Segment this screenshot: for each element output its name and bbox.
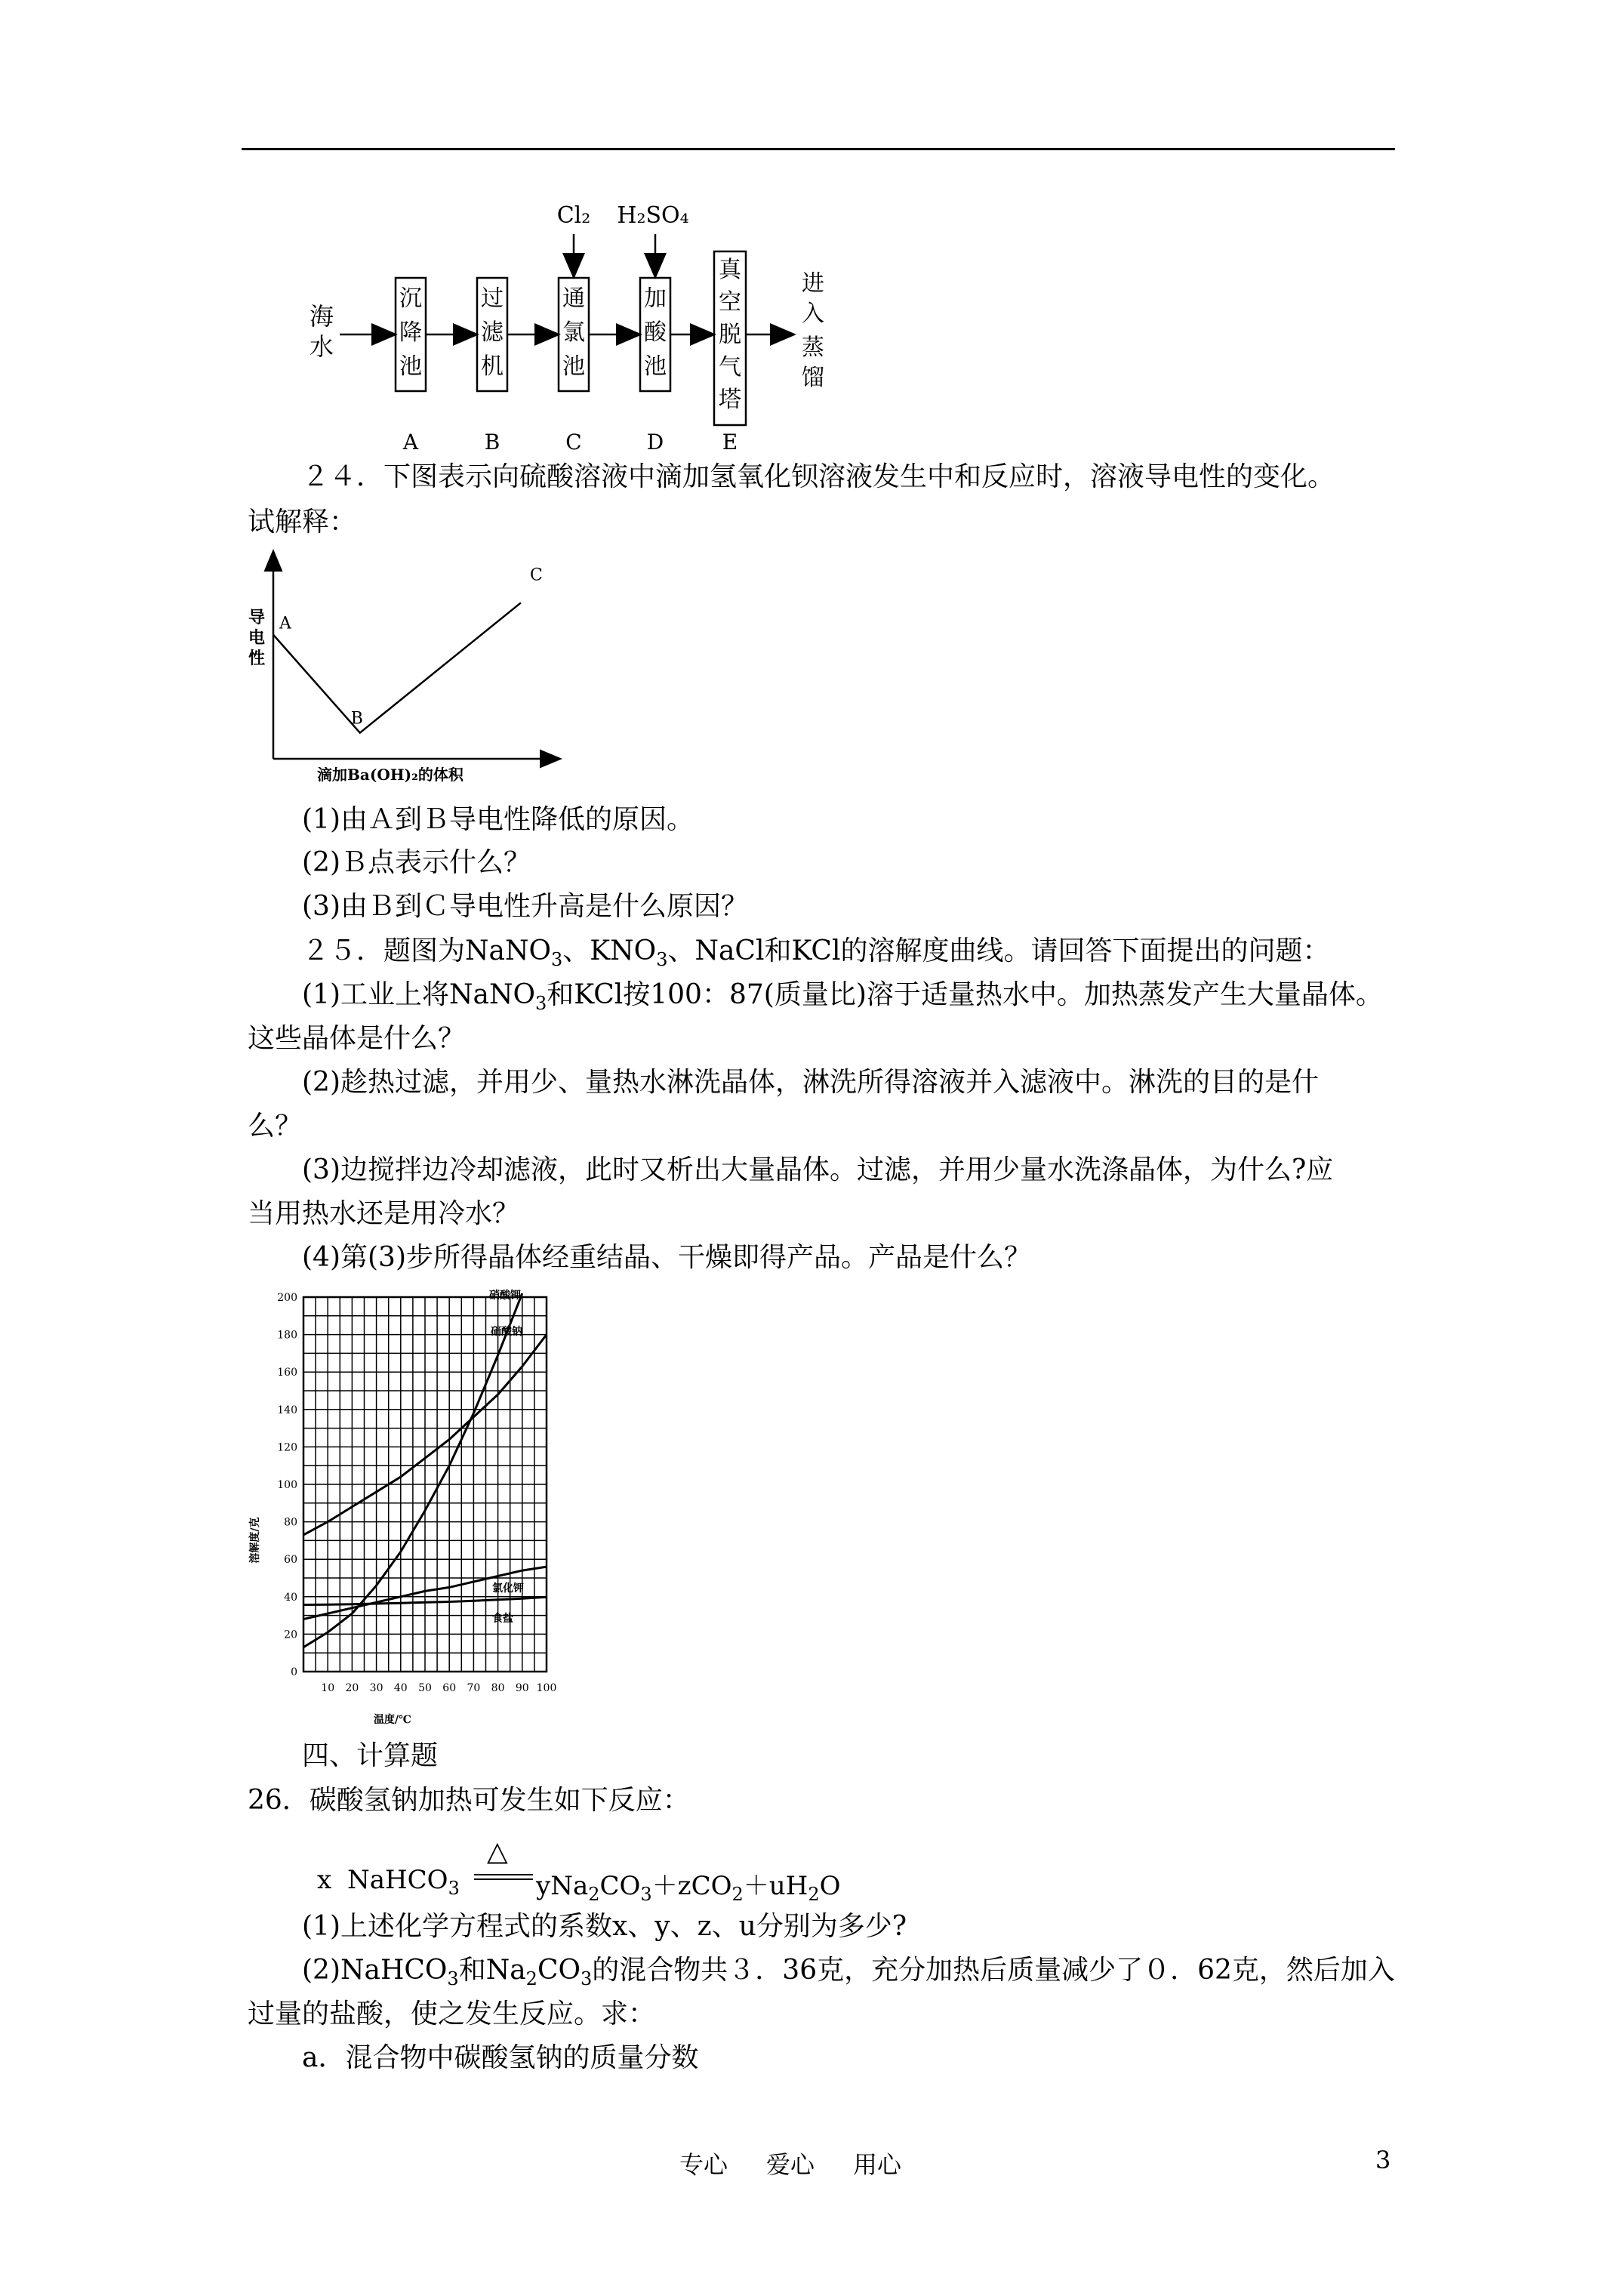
section-heading: 四、计算题 [302, 1740, 439, 1771]
flow-box-b-char: 过 [481, 285, 504, 312]
x-axis-label: 滴加Ba(OH)₂的体积 [317, 766, 463, 784]
flow-reagent-cl2: Cl₂ [556, 202, 591, 229]
q25-s2: (2)趁热过滤，并用少、量热水淋洗晶体，淋洗所得溶液并入滤液中。淋洗的目的是什 [302, 1067, 1319, 1098]
x-tick-label: 10 [321, 1682, 335, 1694]
x-tick-label: 60 [442, 1682, 457, 1694]
eq-reactant: NaHCO$_3$ [347, 1865, 460, 1899]
footer-motto-3: 用心 [853, 2150, 902, 2179]
flow-output: 进 [802, 270, 824, 297]
conductivity-chart [242, 544, 574, 793]
conductivity-line [273, 603, 521, 732]
x-axis-label: 温度/℃ [374, 1714, 411, 1726]
flow-output: 蒸 [802, 334, 824, 361]
x-tick-label: 90 [515, 1682, 529, 1694]
footer-motto-1: 专心 [679, 2150, 728, 2179]
y-tick-label: 120 [277, 1441, 297, 1454]
y-tick-label: 100 [277, 1479, 297, 1491]
flow-reagent-h2so4: H₂SO₄ [617, 202, 689, 229]
y-tick-label: 0 [291, 1666, 297, 1678]
flow-box-c-char: 池 [562, 353, 585, 380]
process-flow-diagram [302, 193, 861, 461]
y-axis-label: 导 [248, 608, 266, 627]
y-tick-label: 60 [284, 1554, 297, 1567]
eq-arrow-line [474, 1874, 533, 1875]
q25-s3: (3)边搅拌边冷却滤液，此时又析出大量晶体。过滤，并用少量水洗涤晶体，为什么?应 [302, 1154, 1334, 1185]
q26-a: a．混合物中碳酸氢钠的质量分数 [302, 2042, 699, 2073]
flow-box-e-char: 空 [719, 289, 741, 316]
y-tick-label: 80 [284, 1516, 297, 1529]
q25-s3-cont: 当用热水还是用冷水？ [248, 1198, 520, 1229]
flow-box-d-char: 加 [644, 285, 667, 312]
series-label-nano3: 硝酸钠 [491, 1326, 522, 1338]
flow-letter-a: A [402, 430, 419, 455]
y-tick-label: 40 [284, 1591, 297, 1604]
flow-box-e-char: 脱 [719, 322, 741, 348]
x-tick-label: 30 [369, 1682, 383, 1694]
flow-box-c-char: 通 [562, 285, 585, 312]
point-label-c: C [530, 566, 543, 585]
y-tick-label: 180 [277, 1329, 297, 1342]
flow-box-b-char: 滤 [481, 319, 504, 346]
flow-box-b-char: 机 [481, 353, 504, 380]
flow-box-d-char: 酸 [644, 319, 667, 346]
y-axis-label: 电 [248, 628, 266, 648]
q26-s1: (1)上述化学方程式的系数x、y、z、u分别为多少? [302, 1911, 907, 1942]
y-tick-label: 160 [277, 1367, 297, 1379]
heat-symbol: △ [487, 1836, 508, 1867]
flow-output: 入 [802, 300, 824, 327]
y-tick-label: 140 [277, 1404, 297, 1416]
eq-x: x [317, 1865, 332, 1895]
series-label-nacl: 食盐 [492, 1613, 513, 1625]
q25-s2-cont: 么？ [248, 1111, 303, 1142]
flow-box-a-char: 沉 [399, 285, 422, 312]
x-tick-label: 100 [536, 1682, 557, 1694]
flow-letter-e: E [722, 430, 738, 455]
y-axis-label: 性 [248, 649, 266, 668]
q25-intro: ２５．题图为NaNO$_3$、$KNO_3$、NaCl和KCl的溶解度曲线。请回答下面提出的问题： [302, 935, 1330, 970]
x-tick-label: 40 [393, 1682, 408, 1694]
q24-sub1: (1)由Ａ到Ｂ导电性降低的原因。 [302, 804, 694, 835]
point-label-a: A [279, 614, 291, 633]
series-label-kno3: 硝酸钾 [489, 1290, 521, 1302]
y-tick-label: 20 [284, 1629, 297, 1641]
q24-sub3: (3)由Ｂ到Ｃ导电性升高是什么原因？ [302, 891, 748, 922]
q26-s2-cont: 过量的盐酸，使之发生反应。求： [248, 1999, 656, 2029]
q26-equation [317, 1836, 845, 1905]
x-tick-label: 80 [491, 1682, 505, 1694]
solubility-chart [242, 1284, 574, 1729]
flow-box-d-char: 池 [644, 353, 667, 380]
page-number: 3 [1375, 2146, 1391, 2174]
flow-box-c-char: 氯 [562, 319, 585, 346]
flow-box-a-char: 池 [399, 353, 422, 380]
x-tick-label: 50 [418, 1682, 432, 1694]
q26-intro: 26．碳酸氢钠加热可发生如下反应： [248, 1785, 690, 1816]
q25-s1-cont: 这些晶体是什么？ [248, 1023, 466, 1054]
point-label-b: B [350, 709, 363, 729]
flow-input-1: 海 [309, 302, 334, 331]
eq-products: $yNa_2CO_3+zCO_2+uH_2O$ [536, 1871, 841, 1905]
flow-input-2: 水 [309, 332, 334, 361]
flow-letter-d: D [646, 430, 664, 455]
q25-s1: (1)工业上将NaNO$_3$和KCl按100：87(质量比)溶于适量热水中。加热蒸发产生大量晶体。 [302, 979, 1383, 1014]
flow-box-e-char: 气 [719, 354, 741, 381]
x-tick-label: 70 [467, 1682, 481, 1694]
q24-line2: 试解释： [248, 507, 357, 538]
x-tick-label: 20 [345, 1682, 359, 1694]
eq-arrow-line [474, 1878, 533, 1880]
header-rule [242, 148, 1395, 150]
q24-sub2: (2)Ｂ点表示什么？ [302, 847, 531, 878]
flow-letter-b: B [484, 430, 500, 455]
flow-output: 馏 [802, 365, 824, 391]
flow-box-a-char: 降 [399, 319, 422, 346]
flow-letter-c: C [565, 430, 582, 455]
y-axis-label: 溶解度/克 [249, 1517, 261, 1564]
q24-line1: ２４．下图表示向硫酸溶液中滴加氢氧化钡溶液发生中和反应时，溶液导电性的变化。 [302, 461, 1335, 492]
series-label-kcl: 氯化钾 [492, 1583, 524, 1595]
y-tick-label: 200 [277, 1292, 297, 1304]
q25-s4: (4)第(3)步所得晶体经重结晶、干燥即得产品。产品是什么？ [302, 1242, 1031, 1273]
flow-box-e-char: 塔 [719, 387, 741, 413]
flow-box-e-char: 真 [719, 257, 741, 283]
q26-s2: (2)NaHCO$_3$和$Na_2CO_3$的混合物共３．36克，充分加热后质量减少了０．62克，然后加入 [302, 1955, 1395, 1989]
footer-motto-2: 爱心 [766, 2150, 815, 2179]
